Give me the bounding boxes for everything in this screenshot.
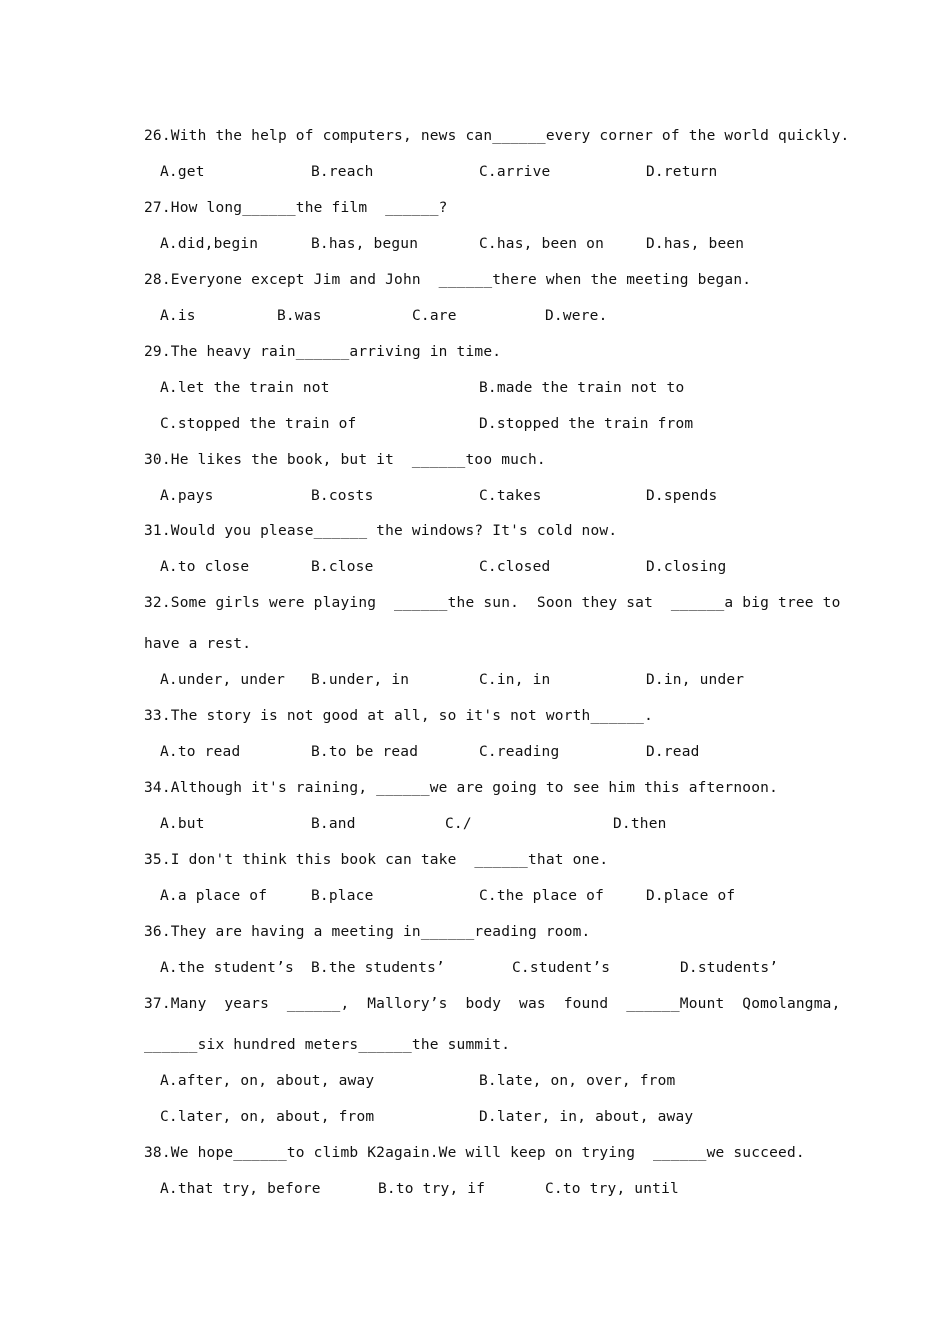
option-37-d: D.later, in, about, away [479,1109,694,1125]
option-26-a: A.get [160,164,205,180]
option-34-c: C./ [445,816,472,832]
option-34-b: B.and [311,816,356,832]
option-36-c: C.student’s [512,960,611,976]
option-32-d: D.in, under [646,672,745,688]
option-36-d: D.students’ [680,960,779,976]
option-32-b: B.under, in [311,672,410,688]
option-34-d: D.then [613,816,667,832]
option-35-a: A.a place of [160,888,268,904]
option-32-a: A.under, under [160,672,286,688]
option-35-c: C.the place of [479,888,605,904]
option-30-c: C.takes [479,488,542,504]
option-28-d: D.were. [545,308,608,324]
option-30-d: D.spends [646,488,718,504]
option-26-b: B.reach [311,164,374,180]
question-27: 27.How long______the film ______? [144,200,448,216]
option-35-d: D.place of [646,888,736,904]
option-29-b: B.made the train not to [479,380,685,396]
question-34: 34.Although it's raining, ______we are going to see him this afternoon. [144,780,779,796]
option-29-a: A.let the train not [160,380,330,396]
option-33-b: B.to be read [311,744,419,760]
question-29: 29.The heavy rain______arriving in time. [144,344,502,360]
option-32-c: C.in, in [479,672,551,688]
question-28: 28.Everyone except Jim and John ______there when the meeting began. [144,272,752,288]
question-36: 36.They are having a meeting in______reading room. [144,924,591,940]
option-26-c: C.arrive [479,164,551,180]
option-33-d: D.read [646,744,700,760]
question-37-continued: ______six hundred meters______the summit. [144,1037,511,1053]
question-38: 38.We hope______to climb K2again.We will keep on trying ______we succeed. [144,1145,805,1161]
question-35: 35.I don't think this book can take ______that one. [144,852,609,868]
option-35-b: B.place [311,888,374,904]
option-38-c: C.to try, until [545,1181,679,1197]
option-31-b: B.close [311,559,374,575]
option-30-a: A.pays [160,488,214,504]
option-36-b: B.the students’ [311,960,445,976]
option-34-a: A.but [160,816,205,832]
option-33-a: A.to read [160,744,241,760]
option-29-d: D.stopped the train from [479,416,694,432]
option-31-c: C.closed [479,559,551,575]
option-33-c: C.reading [479,744,560,760]
question-30: 30.He likes the book, but it ______too much. [144,452,546,468]
option-28-a: A.is [160,308,196,324]
question-31: 31.Would you please______ the windows? It's cold now. [144,523,618,539]
option-38-a: A.that try, before [160,1181,321,1197]
option-37-c: C.later, on, about, from [160,1109,375,1125]
option-27-c: C.has, been on [479,236,605,252]
option-31-d: D.closing [646,559,727,575]
question-32: 32.Some girls were playing ______the sun. Soon they sat ______a big tree to [144,595,841,611]
option-36-a: A.the student’s [160,960,294,976]
option-37-a: A.after, on, about, away [160,1073,375,1089]
option-30-b: B.costs [311,488,374,504]
question-26: 26.With the help of computers, news can______every corner of the world quickly. [144,128,850,144]
option-27-d: D.has, been [646,236,745,252]
question-37: 37.Many years ______, Mallory’s body was found ______Mount Qomolangma, [144,996,841,1012]
option-29-c: C.stopped the train of [160,416,357,432]
option-27-b: B.has, begun [311,236,419,252]
option-28-b: B.was [277,308,322,324]
option-38-b: B.to try, if [378,1181,486,1197]
option-26-d: D.return [646,164,718,180]
question-32-continued: have a rest. [144,636,252,652]
option-28-c: C.are [412,308,457,324]
option-37-b: B.late, on, over, from [479,1073,676,1089]
option-27-a: A.did,begin [160,236,259,252]
option-31-a: A.to close [160,559,250,575]
question-33: 33.The story is not good at all, so it's not worth______. [144,708,653,724]
